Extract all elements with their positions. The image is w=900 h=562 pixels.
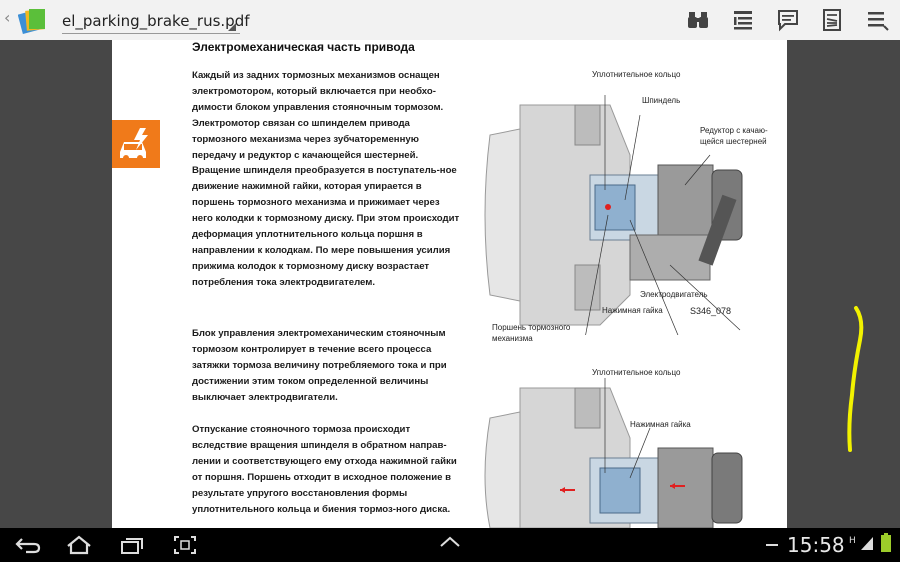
label-motor: Электродвигатель <box>640 290 708 299</box>
app-logo-icon[interactable] <box>18 6 48 34</box>
caliper-diagram-2 <box>480 378 780 528</box>
pdf-page[interactable] <box>112 40 787 528</box>
title-underline <box>62 33 240 34</box>
binoculars-icon[interactable] <box>686 8 710 32</box>
label-gearbox: Редуктор с качаю-щейся шестерней <box>700 126 768 146</box>
system-nav-bar <box>0 528 900 562</box>
page-heading: Электромеханическая часть привода <box>192 40 415 54</box>
home-nav-icon[interactable] <box>64 534 94 556</box>
menu-icon[interactable] <box>866 8 890 32</box>
page-scroll-marker[interactable] <box>830 300 870 460</box>
table-of-contents-icon[interactable] <box>731 8 755 32</box>
label-seal-ring: Уплотнительное кольцо <box>592 70 681 79</box>
car-lightning-icon <box>112 120 160 168</box>
comment-icon[interactable] <box>776 8 800 32</box>
back-icon[interactable]: ‹ <box>4 8 11 27</box>
status-clock[interactable]: 15:58 <box>787 533 845 557</box>
back-nav-icon[interactable] <box>14 534 42 556</box>
signal-icon <box>860 535 874 551</box>
electric-car-badge <box>112 120 160 168</box>
network-type: H <box>849 536 856 546</box>
screenshot-nav-icon[interactable] <box>172 534 198 556</box>
notification-dash <box>766 544 778 546</box>
chevron-up-icon[interactable] <box>438 534 462 550</box>
figure-code: S346_078 <box>690 306 732 316</box>
paragraph-1: Каждый из задних тормозных механизмов оснащен электромотором, который включается при необхо-димости блоком управления стояночным тормозом. Электромотор связан со шпинделем привода тормозного механизма через зубчатоременную передачу и редуктор с качающейся шестерней. Вращение шпинделя преобразуется в поступатель-ное движение нажимной гайки, которая упирается в поршень тормозного механизма и прижимает через него колодки к тормозному диску. При этом происходит деформация уплотнительного кольца поршня в направлении к колодкам. По мере повышения усилия прижима колодок к тормозному диску возрастает потребления тока электродвигателем. <box>192 70 460 288</box>
paragraph-3: Отпускание стояночного тормоза происходит вследствие вращения шпинделя в обратном направ-лении и соответствующего ему отхода нажимной гайки от поршня. Поршень отходит в исходное положение в результате упругого восстановления формы уплотнительного кольца и биения тормоз-ного диска. <box>192 424 457 515</box>
recent-apps-nav-icon[interactable] <box>118 534 146 556</box>
label-spindle: Шпиндель <box>642 96 681 105</box>
left-margin <box>0 40 112 528</box>
label-pressure-nut: Нажимная гайка <box>602 306 663 315</box>
label-piston: Поршень тормозного механизма <box>492 323 571 343</box>
battery-icon <box>880 533 892 553</box>
document-title[interactable]: el_parking_brake_rus.pdf <box>62 12 250 30</box>
label-seal-ring-2: Уплотнительное кольцо <box>592 368 681 377</box>
paragraph-2: Блок управления электромеханическим стояночным тормозом контролирует в течение всего процесса затяжки тормоза величину потребляемого тока и при достижении этим током определенной величины выключает электродвигатели. <box>192 328 447 403</box>
document-dropdown-icon[interactable] <box>228 23 236 31</box>
reflow-text-icon[interactable] <box>820 8 844 32</box>
action-bar <box>0 0 900 41</box>
label-pressure-nut-2: Нажимная гайка <box>630 420 691 429</box>
